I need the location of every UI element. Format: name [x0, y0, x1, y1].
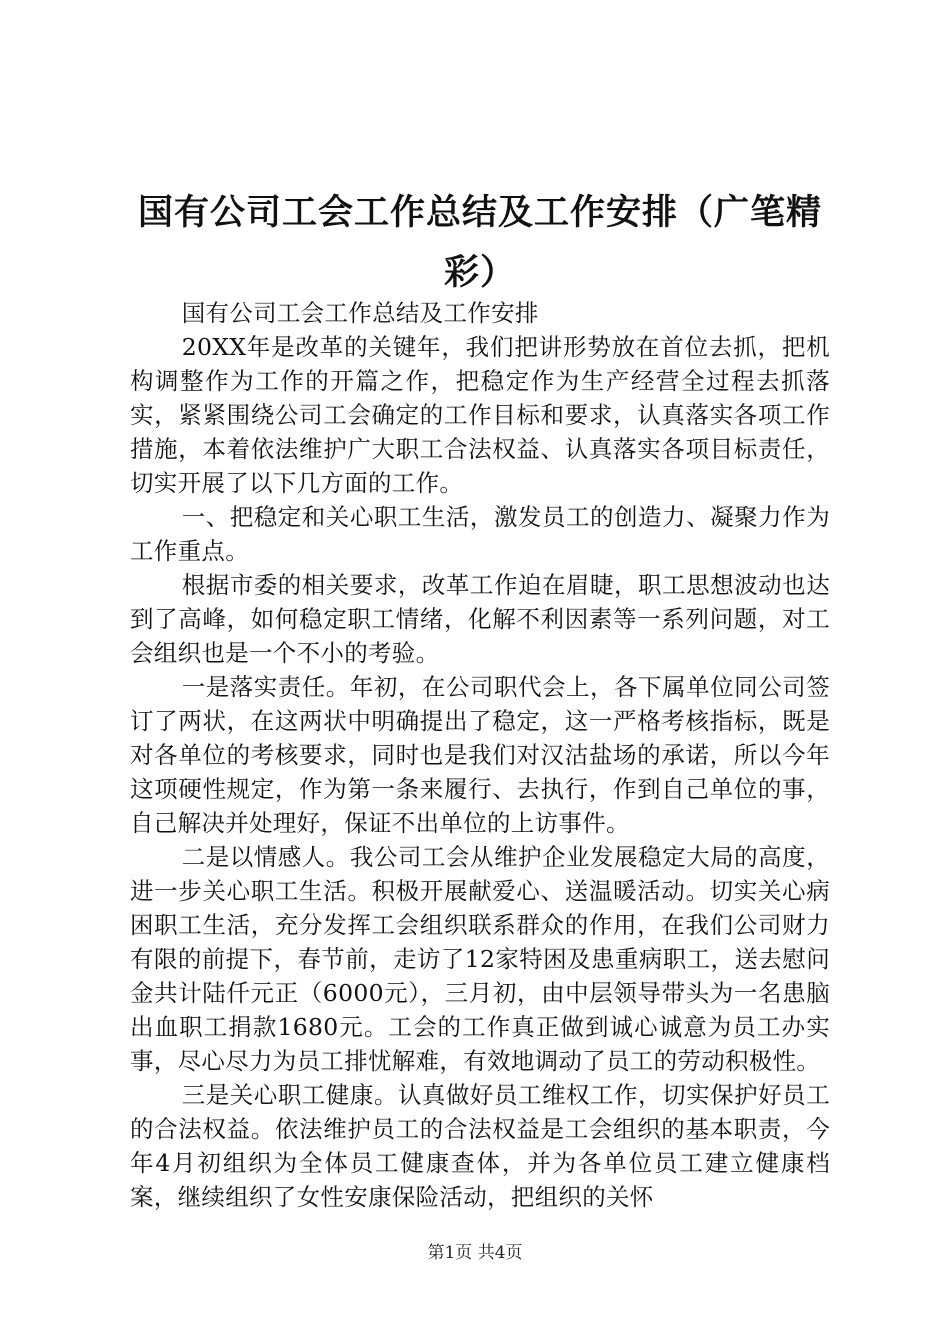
paragraph: 二是以情感人。我公司工会从维护企业发展稳定大局的高度，进一步关心职工生活。积极开展献爱心、送温暖活动。切实关心病困职工生活，充分发挥工会组织联系群众的作用，在我们公司财力有限的前提下，春节前，走访了12家特困及患重病职工，送去慰问金共计陆仟元正（6000元），三月初，由中层领导带头为一名患脑出血职工捐款1680元。工会的工作真正做到诚心诚意为员工办实事，尽心尽力为员工排忧解难，有效地调动了员工的劳动积极性。	[130, 843, 830, 1075]
document-body	[130, 296, 830, 1214]
paragraph: 根据市委的相关要求，改革工作迫在眉睫，职工思想波动也达到了高峰，如何稳定职工情绪，化解不利因素等一系列问题，对工会组织也是一个不小的考验。	[130, 571, 830, 667]
paragraph: 一、把稳定和关心职工生活，激发员工的创造力、凝聚力作为工作重点。	[130, 503, 830, 565]
paragraph: 国有公司工会工作总结及工作安排	[181, 299, 539, 327]
page-number-footer: 第1页 共4页	[427, 1243, 523, 1263]
document-title: 国有公司工会工作总结及工作安排（广笔精彩）	[137, 192, 822, 293]
paragraph: 三是关心职工健康。认真做好员工维权工作，切实保护好员工的合法权益。依法维护员工的合法权益是工会组织的基本职责，今年4月初组织为全体员工健康查体，并为各单位员工建立健康档案，继续组织了女性安康保险活动，把组织的关怀	[130, 1081, 830, 1211]
paragraph: 20XX年是改革的关键年，我们把讲形势放在首位去抓，把机构调整作为工作的开篇之作，把稳定作为生产经营全过程去抓落实，紧紧围绕公司工会确定的工作目标和要求，认真落实各项工作措施，本着依法维护广大职工合法权益、认真落实各项目标责任，切实开展了以下几方面的工作。	[130, 333, 830, 497]
paragraph: 一是落实责任。年初，在公司职代会上，各下属单位同公司签订了两状，在这两状中明确提出了稳定，这一严格考核指标，既是对各单位的考核要求，同时也是我们对汉沽盐场的承诺，所以今年这项硬性规定，作为第一条来履行、去执行，作到自己单位的事，自己解决并处理好，保证不出单位的上访事件。	[130, 673, 830, 837]
